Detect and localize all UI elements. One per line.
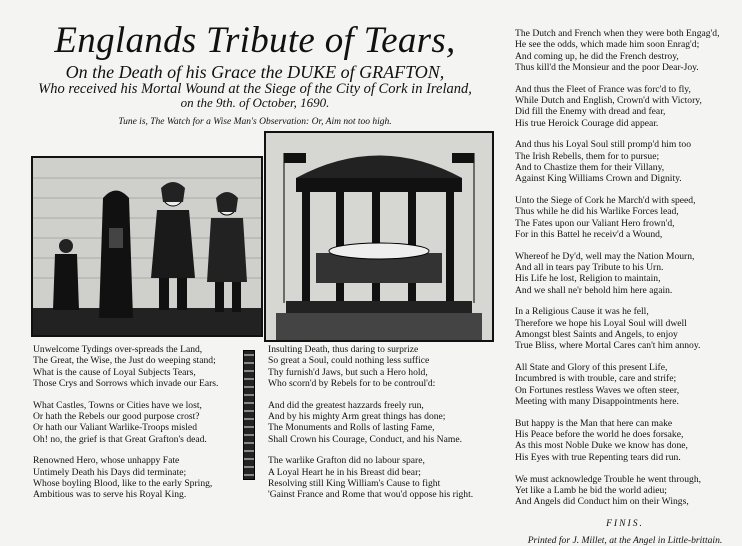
verse-line: A Loyal Heart he in his Breast did bear; — [268, 466, 421, 478]
verse-line: Yet like a Lamb he bid the world adieu; — [515, 484, 667, 496]
verse-line: What is the cause of Loyal Subjects Tears, — [33, 366, 196, 378]
verse-line: Shall Crown his Courage, Conduct, and his Name. — [268, 433, 462, 445]
verse-line: But happy is the Man that here can make — [515, 417, 673, 429]
verse-line: And thus his Loyal Soul still promp'd him too — [515, 139, 692, 151]
verse-line: Whereof he Dy'd, well may the Nation Mourn, — [515, 250, 695, 262]
verse-line: Amongst blest Saints and Angels, to enjoy — [515, 329, 678, 341]
verse-line: Insulting Death, thus daring to surprize — [268, 344, 419, 355]
verse-line: So great a Soul, could nothing less suffice — [268, 355, 430, 367]
subtitle-wound: Who received his Mortal Wound at the Siege of the City of Cork in Ireland, — [38, 81, 472, 97]
verse-line: Untimely Death his Days did terminate; — [33, 466, 187, 478]
stanza — [515, 362, 735, 407]
verse-line: His Eyes with true Repenting tears did run. — [515, 451, 681, 463]
verse-line: Meeting with many Disappointments here. — [515, 396, 679, 408]
verse-line: The Monuments and Rolls of lasting Fame, — [268, 422, 435, 434]
stanza — [515, 28, 735, 73]
verse-column-1 — [33, 344, 238, 511]
verse-line: Or hath our Valiant Warlike-Troops misled — [33, 422, 197, 434]
broadside-title: Englands Tribute of Tears, — [54, 20, 456, 61]
verse-line: The Great, the Wise, the Just do weeping stand; — [33, 355, 216, 367]
stanza — [515, 474, 735, 508]
verse-line: And thus the Fleet of France was forc'd to fly, — [515, 83, 691, 95]
verse-line: Who scorn'd by Rebels for to be controul'd: — [268, 377, 436, 389]
verse-line: And to Chastize them for their Villany, — [515, 161, 665, 173]
verse-column-3 — [515, 28, 735, 546]
tune-line: Tune is, The Watch for a Wise Man's Observation: Or, Aim not too high. — [118, 117, 392, 127]
mourners-woodcut — [31, 156, 263, 337]
verse-line: Therefore we hope his Loyal Soul will dwell — [515, 317, 687, 329]
verse-line: The Dutch and French when they were both Engag'd, — [515, 28, 720, 39]
finis-label: FINIS. — [606, 517, 644, 529]
verse-line: Ambitious was to serve his Royal King. — [33, 489, 187, 501]
verse-line: The Fates upon our Valiant Hero frown'd, — [515, 217, 675, 229]
verse-line: In a Religious Cause it was he fell, — [515, 306, 649, 318]
verse-line: Those Crys and Sorrows which invade our Ears. — [33, 377, 219, 389]
verse-line: Renowned Hero, whose unhappy Fate — [33, 455, 180, 467]
stanza — [515, 251, 735, 296]
verse-line: Thus kill'd the Monsieur and the poor Dear-Joy. — [515, 61, 699, 73]
verse-line: He see the odds, which made him soon Enrag'd; — [515, 39, 700, 51]
verse-line: And coming up, he did the French destroy, — [515, 50, 679, 62]
verse-line: Resolving still King William's Cause to fight — [268, 477, 441, 489]
verse-line: Unto the Siege of Cork he March'd with speed, — [515, 195, 696, 207]
stanza — [268, 455, 488, 500]
verse-line: What Castles, Towns or Cities have we lost, — [33, 399, 202, 411]
verse-line: And we shall ne'r behold him here again. — [515, 284, 673, 296]
verse-line: Thus while he did his Warlike Forces lead, — [515, 206, 679, 218]
verse-line: The warlike Grafton did no labour spare, — [268, 455, 425, 467]
verse-line: While Dutch and English, Crown'd with Victory, — [515, 94, 702, 106]
verse-line: As this most Noble Duke we know has done, — [515, 440, 688, 452]
verse-line: Or hath the Rebels our good purpose crost? — [33, 410, 200, 422]
verse-line: We must acknowledge Trouble he went through, — [515, 473, 702, 485]
verse-line: His Peace before the world he does forsake, — [515, 429, 684, 441]
verse-line: And Angels did Conduct him on their Wings, — [515, 496, 689, 508]
verse-line: Thy furnish'd Jaws, but such a Hero hold, — [268, 366, 428, 378]
stanza — [515, 139, 735, 184]
subtitle-date: on the 9th. of October, 1690. — [180, 95, 330, 110]
hearse-woodcut — [264, 131, 494, 342]
verse-line: Whose boyling Blood, like to the early Spring, — [33, 477, 213, 489]
verse-line: Did fill the Enemy with dread and fear, — [515, 106, 666, 118]
hearse-illustration — [266, 133, 492, 340]
stanza — [33, 455, 238, 500]
verse-line: The Irish Rebells, them for to pursue; — [515, 150, 660, 162]
verse-line: On Fortunes restless Waves we often steer, — [515, 384, 680, 396]
verse-column-2 — [268, 344, 488, 511]
verse-line: Against King Williams Crown and Dignity. — [515, 173, 682, 185]
verse-line: All State and Glory of this present Life, — [515, 362, 668, 374]
stanza — [268, 400, 488, 445]
stanza — [268, 344, 488, 389]
mourners-illustration — [33, 158, 261, 335]
verse-line: 'Gainst France and Rome that wou'd oppose his right. — [268, 489, 474, 501]
stanza — [33, 400, 238, 445]
verse-line: Incumbred is with trouble, care and strife; — [515, 373, 677, 385]
verse-line: For in this Battel he receiv'd a Wound, — [515, 228, 663, 240]
stanza — [33, 344, 238, 389]
stanza — [515, 84, 735, 129]
verse-line: His true Heroick Courage did appear. — [515, 117, 659, 129]
subtitle-duke: On the Death of his Grace the DUKE of GRAFTON, — [65, 62, 445, 82]
verse-line: And did the greatest hazzards freely run, — [268, 399, 424, 411]
stanza — [515, 195, 735, 240]
stanza — [515, 306, 735, 351]
printer-imprint: Printed for J. Millet, at the Angel in Little-brittain. — [527, 535, 723, 546]
verse-line: And all in tears pay Tribute to his Urn. — [515, 262, 664, 274]
verse-line: True Bliss, where Mortal Cares can't him annoy. — [515, 340, 701, 352]
verse-line: Oh! no, the grief is that Great Grafton's dead. — [33, 433, 207, 445]
stanza — [515, 418, 735, 463]
column-ornament — [243, 350, 255, 480]
verse-line: Unwelcome Tydings over-spreads the Land, — [33, 344, 203, 355]
verse-line: And by his mighty Arm great things has done; — [268, 410, 446, 422]
verse-line: His Life he lost, Religion to maintain, — [515, 273, 661, 285]
